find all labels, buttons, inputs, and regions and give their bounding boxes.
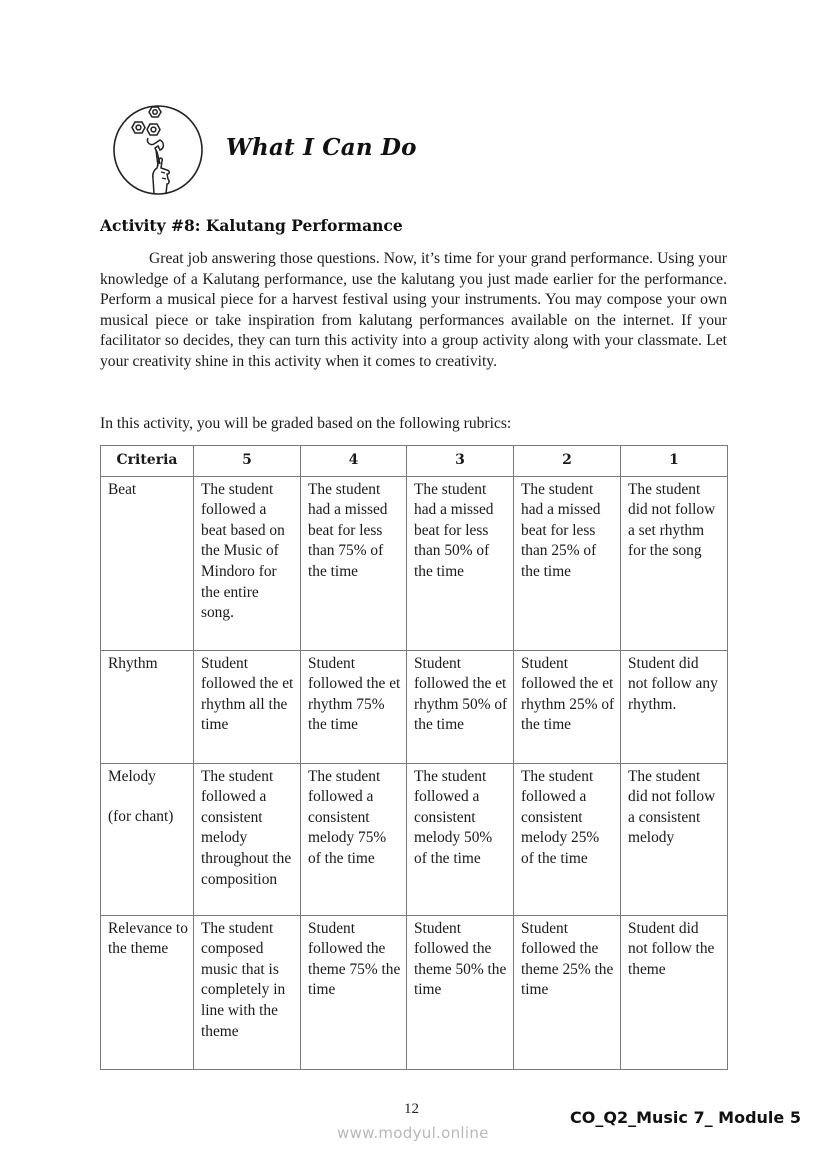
score-5-cell: Student followed the et rhythm all the time: [194, 650, 301, 763]
score-4-cell: Student followed the theme 75% the time: [301, 915, 407, 1069]
score-1-cell: The student did not follow a set rhythm for the song: [621, 476, 728, 650]
score-2-cell: Student followed the theme 25% the time: [514, 915, 621, 1069]
score-4-cell: The student followed a consistent melody 75% of the time: [301, 763, 407, 915]
criteria-label: Melody: [108, 767, 156, 785]
rubric-table: [100, 445, 728, 1070]
score-3-cell: Student followed the theme 50% the time: [407, 915, 514, 1069]
rubric-row-relevance: [101, 915, 728, 1069]
criteria-cell: Relevance to the theme: [101, 915, 194, 1069]
header-score-3: 3: [407, 446, 514, 477]
score-3-cell: The student followed a consistent melody 50% of the time: [407, 763, 514, 915]
score-1-cell: The student did not follow a consistent melody: [621, 763, 728, 915]
score-3-cell: Student followed the et rhythm 50% of the time: [407, 650, 514, 763]
page-number: 12: [404, 1101, 419, 1117]
header-score-4: 4: [301, 446, 407, 477]
rubric-row-rhythm: [101, 650, 728, 763]
score-4-cell: Student followed the et rhythm 75% the time: [301, 650, 407, 763]
score-5-cell: The student followed a beat based on the Music of Mindoro for the entire song.: [194, 476, 301, 650]
score-2-cell: The student had a missed beat for less than 25% of the time: [514, 476, 621, 650]
activity-heading: Activity #8: Kalutang Performance: [100, 216, 403, 235]
criteria-cell: Beat: [101, 476, 194, 650]
score-5-cell: The student followed a consistent melody throughout the composition: [194, 763, 301, 915]
rubric-row-melody: [101, 763, 728, 915]
header-criteria: Criteria: [101, 446, 194, 477]
header-score-1: 1: [621, 446, 728, 477]
score-1-cell: Student did not follow the theme: [621, 915, 728, 1069]
activity-instructions: [100, 249, 727, 373]
module-code: CO_Q2_Music 7_ Module 5: [570, 1108, 801, 1127]
score-3-cell: The student had a missed beat for less than 50% of the time: [407, 476, 514, 650]
criteria-cell: [101, 763, 194, 915]
score-4-cell: The student had a missed beat for less than 75% of the time: [301, 476, 407, 650]
header-score-2: 2: [514, 446, 621, 477]
header-score-5: 5: [194, 446, 301, 477]
hand-wrench-nuts-icon: [112, 104, 204, 196]
activity-paragraph-text: Great job answering those questions. Now, it’s time for your grand performance. Using your knowledge of a Kalutang performance, use the kalutang you just made earlier for the performance. Perform a musical piece for a harvest festival using your instruments. You may compose your own musical piece or take inspiration from kalutang performances available on the internet. If your facilitator so decides, they can turn this activity into a group activity along with your classmate. Let your creativity shine in this activity when it comes to creativity.: [100, 250, 727, 370]
rubric-header-row: [101, 446, 728, 477]
watermark-link[interactable]: www.modyul.online: [337, 1124, 489, 1142]
score-2-cell: Student followed the et rhythm 25% of the time: [514, 650, 621, 763]
section-title: What I Can Do: [226, 134, 417, 161]
criteria-sublabel: (for chant): [108, 808, 174, 826]
rubric-intro: In this activity, you will be graded based on the following rubrics:: [100, 415, 512, 432]
score-1-cell: Student did not follow any rhythm.: [621, 650, 728, 763]
rubric-row-beat: [101, 476, 728, 650]
score-2-cell: The student followed a consistent melody 25% of the time: [514, 763, 621, 915]
criteria-cell: Rhythm: [101, 650, 194, 763]
score-5-cell: The student composed music that is completely in line with the theme: [194, 915, 301, 1069]
